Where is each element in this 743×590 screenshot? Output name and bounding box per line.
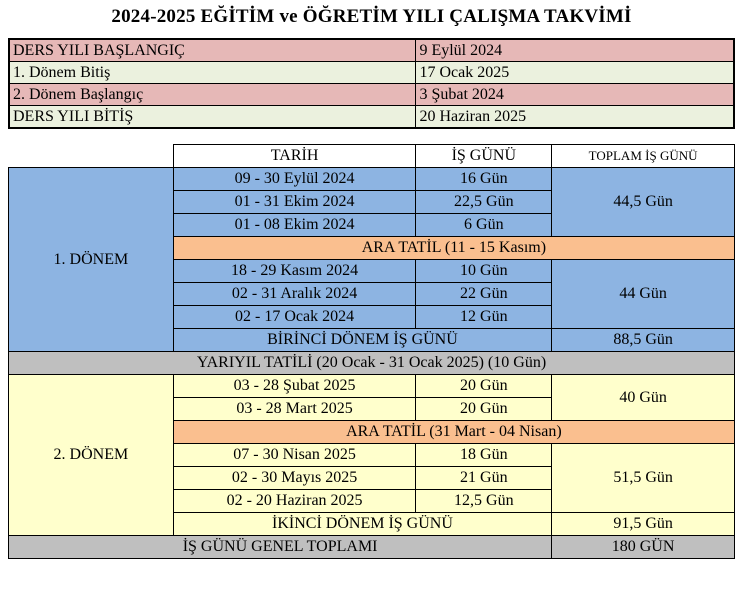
genel-toplam-row bbox=[9, 536, 735, 559]
row-tarih: 03 - 28 Şubat 2025 bbox=[173, 375, 416, 398]
summary-label: DERS YILI BİTİŞ bbox=[9, 106, 416, 129]
table-row bbox=[9, 375, 735, 398]
summary-row bbox=[9, 84, 734, 106]
row-gun: 20 Gün bbox=[416, 375, 552, 398]
summary-row bbox=[9, 106, 734, 129]
row-tarih: 18 - 29 Kasım 2024 bbox=[173, 260, 416, 283]
genel-toplam-value: 180 GÜN bbox=[552, 536, 735, 559]
yariyil-row bbox=[9, 352, 735, 375]
row-gun: 21 Gün bbox=[416, 467, 552, 490]
row-tarih: 02 - 30 Mayıs 2025 bbox=[173, 467, 416, 490]
summary-value: 3 Şubat 2024 bbox=[416, 84, 734, 106]
row-tarih: 03 - 28 Mart 2025 bbox=[173, 398, 416, 421]
summary-label: DERS YILI BAŞLANGIÇ bbox=[9, 39, 416, 62]
donem-total: 88,5 Gün bbox=[552, 329, 735, 352]
header-row bbox=[9, 145, 735, 168]
summary-table bbox=[8, 38, 735, 129]
donem-total-label: İKİNCİ DÖNEM İŞ GÜNÜ bbox=[173, 513, 551, 536]
donem2-label: 2. DÖNEM bbox=[9, 375, 174, 536]
summary-value: 20 Haziran 2025 bbox=[416, 106, 734, 129]
group-total: 40 Gün bbox=[552, 375, 735, 421]
row-gun: 16 Gün bbox=[416, 168, 552, 191]
summary-row bbox=[9, 39, 734, 62]
group-total: 44 Gün bbox=[552, 260, 735, 329]
group-total: 51,5 Gün bbox=[552, 444, 735, 513]
row-gun: 6 Gün bbox=[416, 214, 552, 237]
row-tarih: 07 - 30 Nisan 2025 bbox=[173, 444, 416, 467]
row-gun: 20 Gün bbox=[416, 398, 552, 421]
ara-tatil: ARA TATİL (31 Mart - 04 Nisan) bbox=[173, 421, 734, 444]
donem1-label: 1. DÖNEM bbox=[9, 168, 174, 352]
header-tarih: TARİH bbox=[173, 145, 416, 168]
row-tarih: 01 - 31 Ekim 2024 bbox=[173, 191, 416, 214]
summary-value: 17 Ocak 2025 bbox=[416, 62, 734, 84]
summary-label: 1. Dönem Bitiş bbox=[9, 62, 416, 84]
table-row bbox=[9, 168, 735, 191]
row-gun: 12,5 Gün bbox=[416, 490, 552, 513]
donem-total-label: BİRİNCİ DÖNEM İŞ GÜNÜ bbox=[173, 329, 551, 352]
donem-total: 91,5 Gün bbox=[552, 513, 735, 536]
row-gun: 18 Gün bbox=[416, 444, 552, 467]
row-tarih: 02 - 17 Ocak 2024 bbox=[173, 306, 416, 329]
row-gun: 22 Gün bbox=[416, 283, 552, 306]
row-gun: 22,5 Gün bbox=[416, 191, 552, 214]
header-toplam: TOPLAM İŞ GÜNÜ bbox=[552, 145, 735, 168]
summary-label: 2. Dönem Başlangıç bbox=[9, 84, 416, 106]
row-tarih: 01 - 08 Ekim 2024 bbox=[173, 214, 416, 237]
summary-row bbox=[9, 62, 734, 84]
page-title: 2024-2025 EĞİTİM ve ÖĞRETİM YILI ÇALIŞMA TAKVİMİ bbox=[111, 6, 632, 27]
header-is-gunu: İŞ GÜNÜ bbox=[416, 145, 552, 168]
row-tarih: 02 - 31 Aralık 2024 bbox=[173, 283, 416, 306]
group-total: 44,5 Gün bbox=[552, 168, 735, 237]
summary-value: 9 Eylül 2024 bbox=[416, 39, 734, 62]
row-tarih: 02 - 20 Haziran 2025 bbox=[173, 490, 416, 513]
ara-tatil: ARA TATİL (11 - 15 Kasım) bbox=[173, 237, 734, 260]
header-blank bbox=[9, 145, 174, 168]
yariyil-tatili: YARIYIL TATİLİ (20 Ocak - 31 Ocak 2025) (10 Gün) bbox=[9, 352, 735, 375]
genel-toplam-label: İŞ GÜNÜ GENEL TOPLAMI bbox=[9, 536, 552, 559]
row-tarih: 09 - 30 Eylül 2024 bbox=[173, 168, 416, 191]
calendar-table bbox=[8, 144, 735, 559]
row-gun: 12 Gün bbox=[416, 306, 552, 329]
row-gun: 10 Gün bbox=[416, 260, 552, 283]
